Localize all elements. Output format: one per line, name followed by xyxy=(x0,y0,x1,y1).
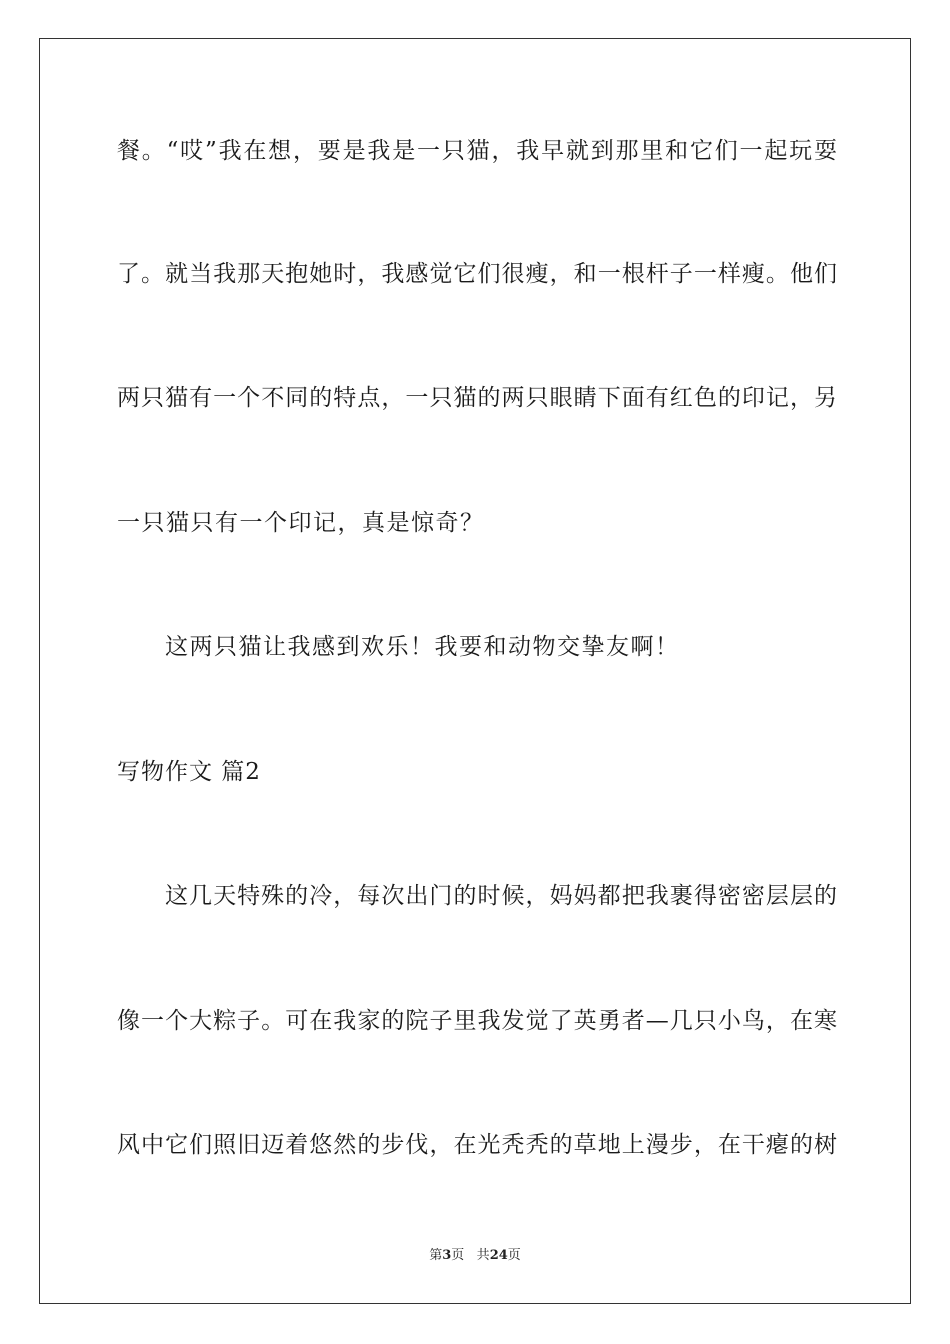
footer-page-number: 3 xyxy=(442,1248,452,1263)
body-line-4: 一只猫只有一个印记，真是惊奇？ xyxy=(117,510,485,536)
footer-total-prefix: 共 xyxy=(476,1248,490,1263)
footer-page-suffix: 页 xyxy=(451,1248,465,1263)
body-line-2: 了。就当我那天抱她时，我感觉它们很瘦，和一根杆子一样瘦。他们 xyxy=(117,261,837,287)
body-line-3: 两只猫有一个不同的特点，一只猫的两只眼睛下面有红色的印记，另 xyxy=(117,385,837,411)
page-border xyxy=(39,38,911,1304)
footer-page-prefix: 第 xyxy=(429,1248,443,1263)
section-heading: 写物作文 篇2 xyxy=(117,759,261,785)
footer-total-number: 24 xyxy=(489,1248,508,1263)
body-line-5: 这两只猫让我感到欢乐！我要和动物交挚友啊！ xyxy=(165,634,680,660)
footer-total-suffix: 页 xyxy=(507,1248,521,1263)
body-line-6: 这几天特殊的冷，每次出门的时候，妈妈都把我裹得密密层层的 xyxy=(165,883,837,909)
page-footer xyxy=(0,1247,950,1265)
body-line-8: 风中它们照旧迈着悠然的步伐，在光秃秃的草地上漫步，在干瘪的树 xyxy=(117,1132,837,1158)
body-line-7: 像一个大粽子。可在我家的院子里我发觉了英勇者—几只小鸟，在寒 xyxy=(117,1008,837,1034)
body-line-1: 餐。“哎”我在想，要是我是一只猫，我早就到那里和它们一起玩耍 xyxy=(117,138,837,164)
